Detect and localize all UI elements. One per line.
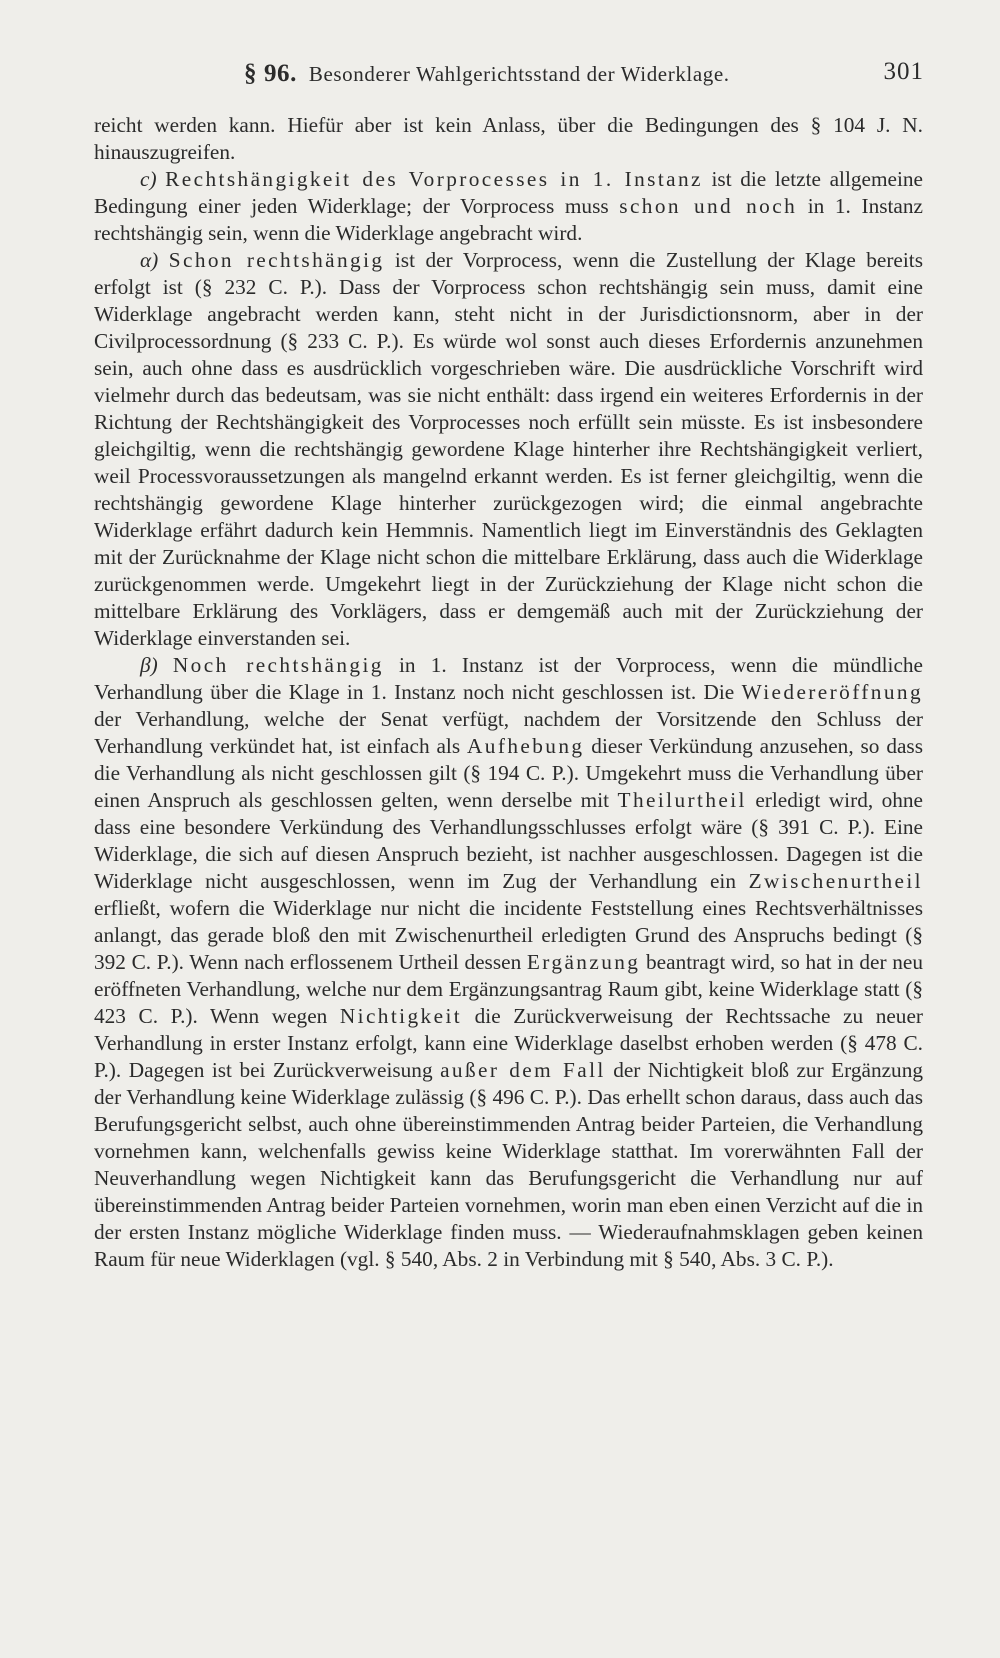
paragraph-text: erfließt, wofern die Widerklage nur nicht die incidente Feststellung eines Rechtsverhältnisses anlangt, das gerade bloß den mit Zwischenurtheil erledigten Grund des Anspruchs bedingt (§ 392 C. P.). Wenn nach erflossenem Urtheil dessen xyxy=(94,896,923,974)
spaced-emphasis: Aufhebung xyxy=(467,734,585,758)
paragraph-c xyxy=(94,166,923,247)
paragraph-text: der Verhandlung, welche der Senat verfügt, nachdem der Vorsitzende den Schluss der Verhandlung verkündet hat, ist einfach als xyxy=(94,707,923,758)
paragraph-marker: α) xyxy=(140,248,159,272)
spaced-emphasis: schon und noch xyxy=(619,194,798,218)
paragraph-text: beantragt wird, so hat in der neu eröffneten Verhandlung, welche nur dem Ergänzungsantrag Raum gibt, keine Widerklage statt (§ 423 C. P.). Wenn wegen xyxy=(94,950,923,1028)
spaced-emphasis: Ergänzung xyxy=(526,950,641,974)
spaced-heading: Noch rechtshängig xyxy=(172,653,384,677)
paragraph-text: dieser Verkündung anzusehen, so dass die Verhandlung als nicht geschlossen gilt (§ 194 C. P.). Umgekehrt muss die Verhandlung über einen Anspruch als geschlossen gelten, wenn derselbe mit xyxy=(94,734,923,812)
spaced-heading: Schon rechtshängig xyxy=(168,248,385,272)
spaced-emphasis: Wiedereröffnung xyxy=(741,680,923,704)
paragraph-beta xyxy=(94,652,923,1273)
spaced-heading: Rechtshängigkeit des Vorprocesses in 1. Instanz xyxy=(165,167,703,191)
running-head-title xyxy=(244,60,730,88)
body-text xyxy=(94,112,923,1273)
paragraph-continuation: reicht werden kann. Hiefür aber ist kein Anlass, über die Bedingungen des § 104 J. N. hinauszugreifen. xyxy=(94,113,923,164)
paragraph-text: ist der Vorprocess, wenn die Zustellung der Klage bereits erfolgt ist (§ 232 C. P.). Dass der Vorprocess schon rechtshängig sein muss, damit eine Widerklage angebracht werden kann, steht nicht in der Jurisdictionsnorm, aber in der Civilprocessordnung (§ 233 C. P.). Es würde wol sonst auch dieses Erfordernis anzunehmen sein, auch ohne dass es ausdrücklich vorgeschrieben wäre. Die ausdrückliche Vorschrift wird vielmehr durch das bedeutsam, was sie nicht enthält: dass irgend ein weiteres Erfordernis in der Richtung der Rechtshängigkeit des Vorprocesses noch erfüllt sein müsste. Es ist insbesondere gleichgiltig, wenn die rechtshängig gewordene Klage hinterher ihre Rechtshängigkeit verliert, weil Processvoraussetzungen als mangelnd erkannt werden. Es ist ferner gleichgiltig, wenn die rechtshängig gewordene Klage hinterher zurückgezogen wird; die einmal angebrachte Widerklage erfährt dadurch kein Hemmnis. Namentlich liegt im Einverständnis des Geklagten mit der Zurücknahme der Klage nicht schon die mittelbare Erklärung, dass auch die Widerklage zurückgenommen werde. Umgekehrt liegt in der Zurückziehung der Klage nicht schon die mittelbare Erklärung des Vorklägers, dass er demgemäß auch mit der Zurückziehung der Widerklage einverstanden sei. xyxy=(94,248,923,650)
page-number: 301 xyxy=(883,58,924,85)
spaced-emphasis: Zwischenurtheil xyxy=(748,869,923,893)
paragraph-alpha xyxy=(94,247,923,652)
spaced-emphasis: Theilurtheil xyxy=(617,788,747,812)
paragraph-text: erledigt wird, ohne dass eine besondere Verkündung des Verhandlungsschlusses erfolgt wäre (§ 391 C. P.). Eine Widerklage, die sich auf diesen Anspruch bezieht, ist nachher ausgeschlossen. Dagegen ist die Widerklage nicht ausgeschlossen, wenn im Zug der Verhandlung ein xyxy=(94,788,924,893)
paragraph-text: in 1. Instanz rechtshängig sein, wenn die Widerklage angebracht wird. xyxy=(94,194,923,245)
paragraph-text: ist die letzte allgemeine Bedingung einer jeden Widerklage; der Vorprocess muss xyxy=(94,167,923,218)
paragraph-marker: β) xyxy=(140,653,158,677)
spaced-emphasis: Nichtigkeit xyxy=(339,1004,463,1028)
running-head xyxy=(94,54,924,98)
section-title: Besonderer Wahlgerichtsstand der Widerklage. xyxy=(308,62,730,86)
paragraph-marker: c) xyxy=(140,167,157,191)
paragraph-text: der Nichtigkeit bloß zur Ergänzung der Verhandlung keine Widerklage zulässig (§ 496 C. P.). Das erhellt schon daraus, dass auch das Berufungsgericht selbst, auch ohne übereinstimmenden Antrag beider Parteien, die Verhandlung vornehmen kann, welchenfalls gewiss keine Widerklage statthat. Im vorerwähnten Fall der Neuverhandlung wegen Nichtigkeit kann das Berufungsgericht die Verhandlung nur auf übereinstimmenden Antrag beider Parteien vornehmen, worin man eben einen Verzicht auf die in der ersten Instanz mögliche Widerklage finden muss. — Wiederaufnahmsklagen geben keinen Raum für neue Widerklagen (vgl. § 540, Abs. 2 in Verbindung mit § 540, Abs. 3 C. P.). xyxy=(94,1058,923,1271)
paragraph-text: in 1. Instanz ist der Vorprocess, wenn die mündliche Verhandlung über die Klage in 1. Instanz noch nicht geschlossen ist. Die xyxy=(94,653,923,704)
section-number: § 96. xyxy=(244,60,297,87)
spaced-emphasis: außer dem Fall xyxy=(440,1058,606,1082)
paragraph-text: die Zurückverweisung der Rechtssache zu neuer Verhandlung in erster Instanz erfolgt, kann eine Widerklage daselbst erhoben werden (§ 478 C. P.). Dagegen ist bei Zurückverweisung xyxy=(94,1004,923,1082)
